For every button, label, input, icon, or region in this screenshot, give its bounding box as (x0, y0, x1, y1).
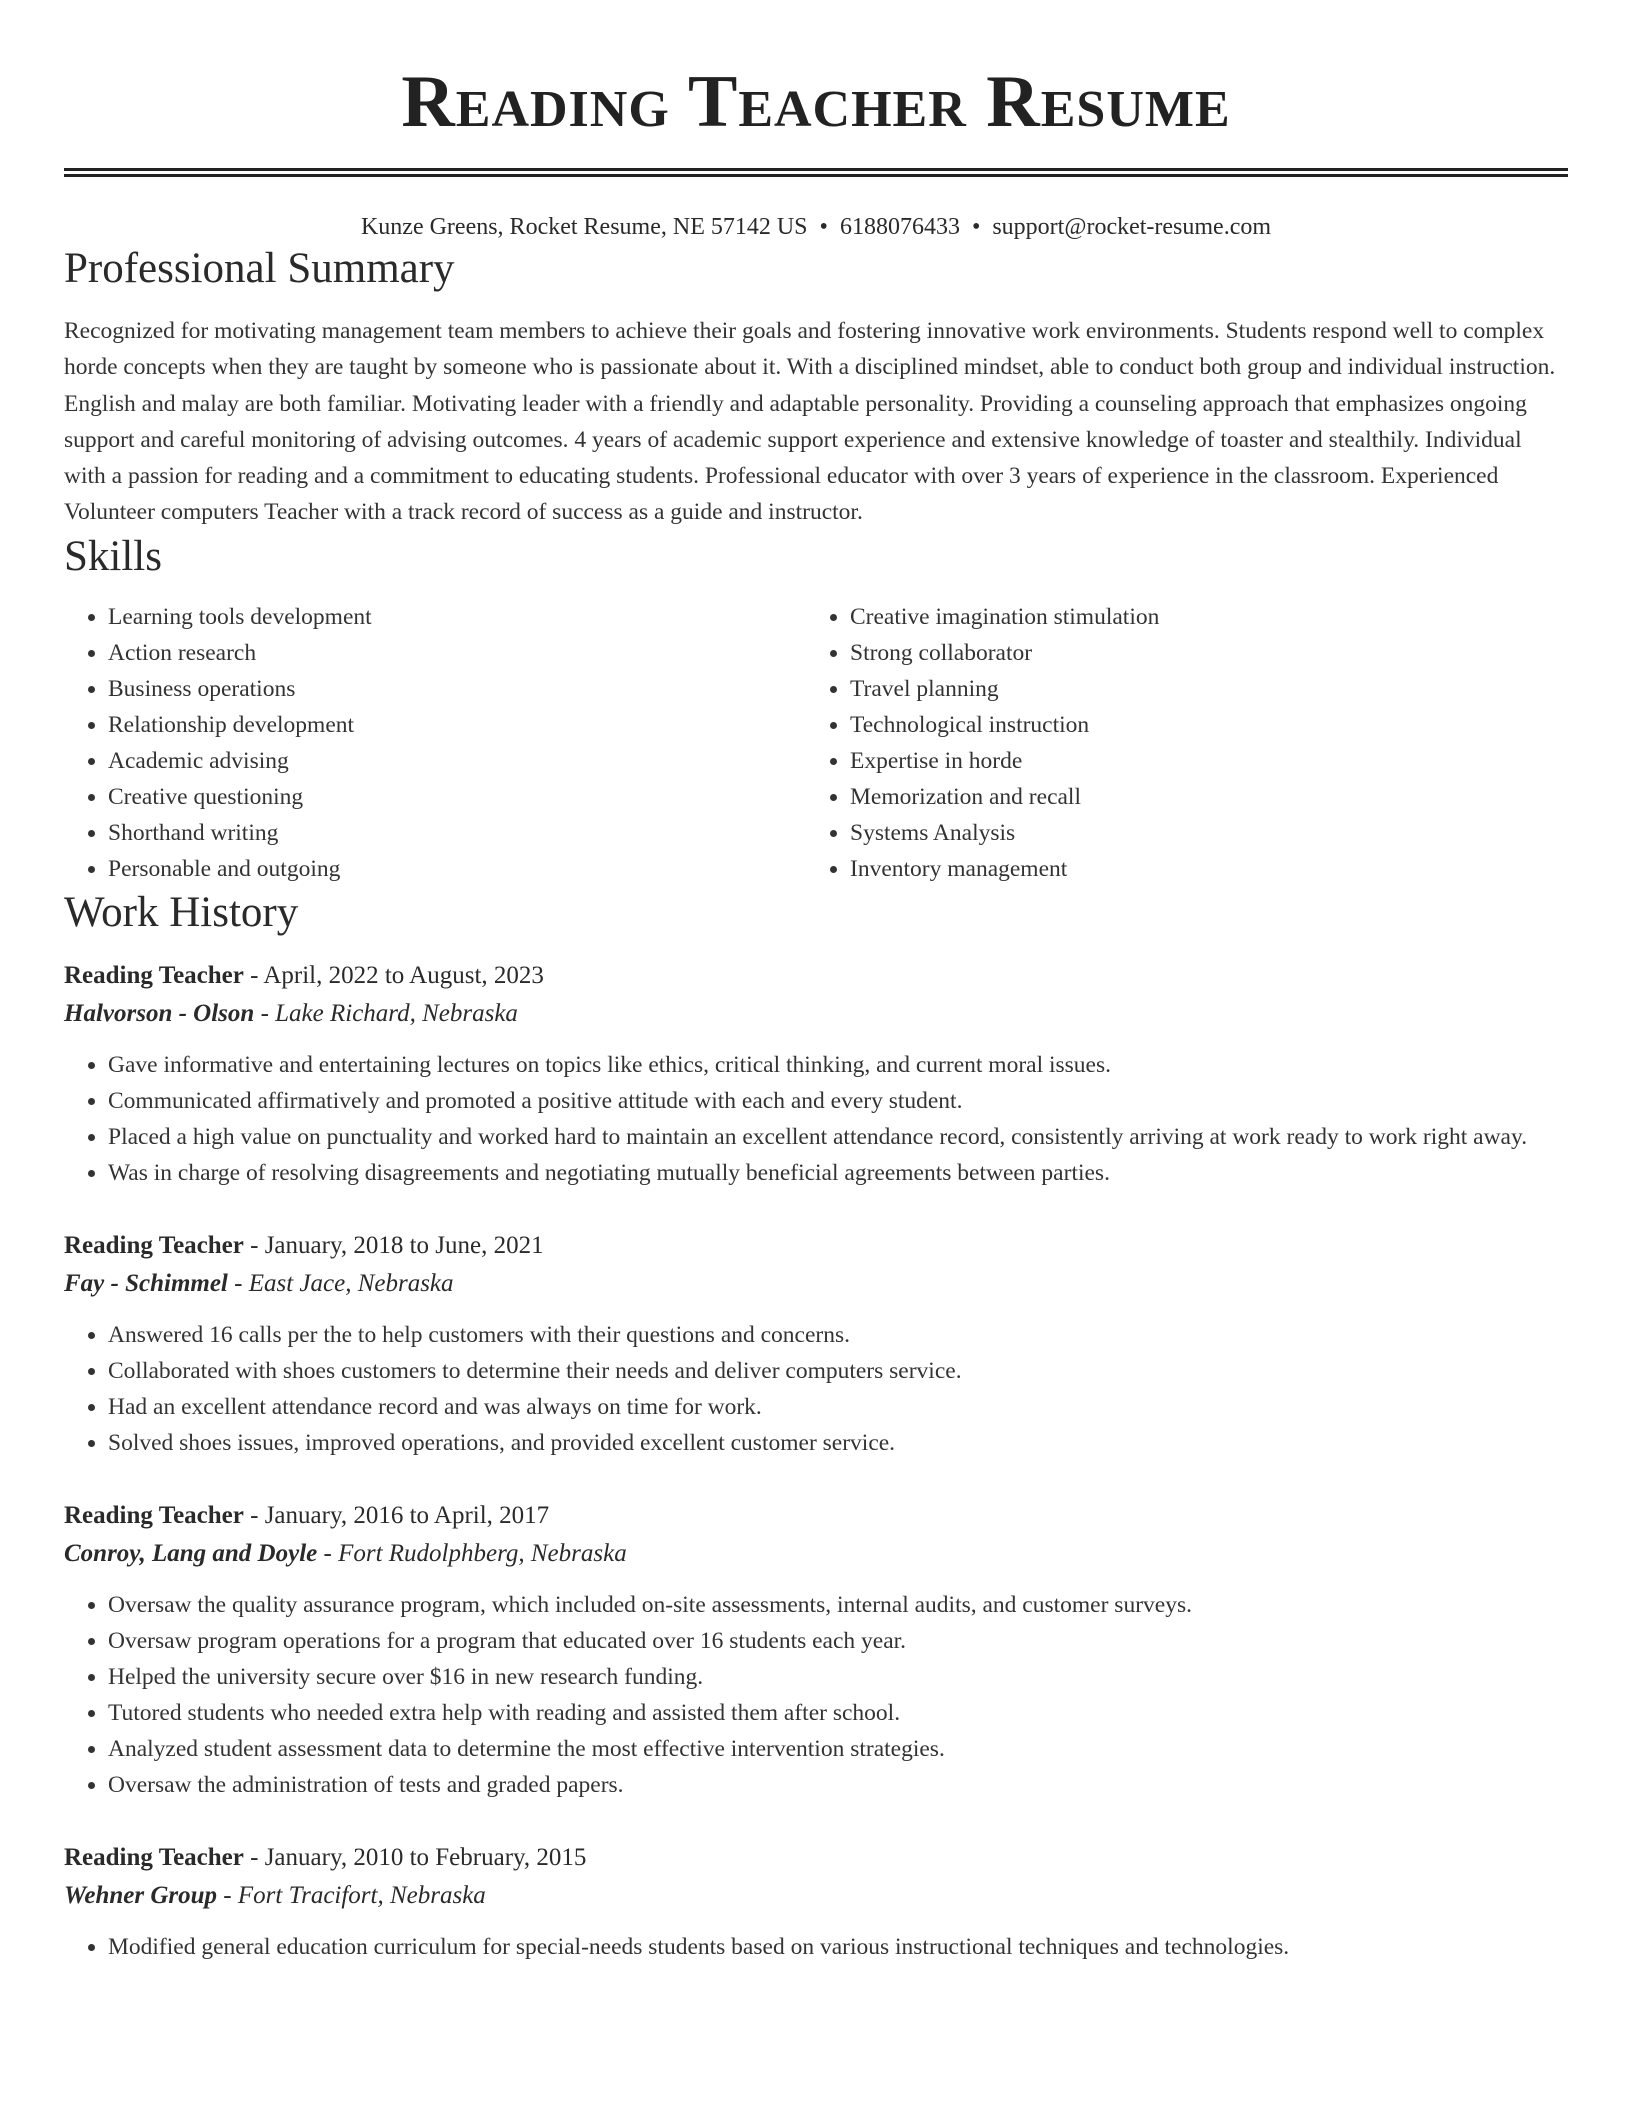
job-bullet: • Answered 16 calls per the to help customers with their questions and concerns. (108, 1317, 1568, 1353)
job-bullet: • Analyzed student assessment data to determine the most effective intervention strategies. (108, 1731, 1568, 1767)
job-company-line (64, 1265, 1568, 1303)
job-bullet: • Was in charge of resolving disagreements and negotiating mutually beneficial agreements between parties. (108, 1155, 1568, 1191)
contact-phone: 6188076433 (839, 214, 960, 240)
job-company: Halvorson - Olson (64, 999, 255, 1027)
job-bullet: • Modified general education curriculum for special-needs students based on various instructional techniques and technologies. (108, 1929, 1568, 1965)
skill-item: • Shorthand writing (108, 815, 806, 851)
skill-item: • Creative imagination stimulation (850, 599, 1568, 635)
contact-line (64, 211, 1568, 243)
skill-item: • Learning tools development (108, 599, 806, 635)
job-bullet: • Oversaw program operations for a program that educated over 16 students each year. (108, 1623, 1568, 1659)
skill-item: • Travel planning (850, 671, 1568, 707)
job-entry (64, 1839, 1568, 1965)
job-bullets (64, 1317, 1568, 1461)
job-title: Reading Teacher (64, 1843, 244, 1871)
job-bullets (64, 1587, 1568, 1803)
contact-email: support@rocket-resume.com (992, 214, 1272, 240)
job-bullet: • Solved shoes issues, improved operations, and provided excellent customer service. (108, 1425, 1568, 1461)
job-dates: - January, 2018 to June, 2021 (243, 1231, 544, 1259)
job-bullet: • Had an excellent attendance record and was always on time for work. (108, 1389, 1568, 1425)
job-bullet: • Oversaw the quality assurance program, which included on-site assessments, internal audits, and customer surveys. (108, 1587, 1568, 1623)
skill-item: • Academic advising (108, 743, 806, 779)
job-company: Fay - Schimmel (64, 1269, 228, 1297)
skill-item: • Inventory management (850, 851, 1568, 887)
skills-list-right (806, 599, 1568, 887)
job-location: - East Jace, Nebraska (227, 1269, 454, 1297)
contact-address: Kunze Greens, Rocket Resume, NE 57142 US (360, 214, 808, 240)
job-bullet: • Oversaw the administration of tests and graded papers. (108, 1767, 1568, 1803)
skill-item: • Technological instruction (850, 707, 1568, 743)
skill-item: • Business operations (108, 671, 806, 707)
title-double-rule (64, 168, 1568, 177)
job-company-line (64, 995, 1568, 1033)
summary-heading: Professional Summary (64, 245, 455, 292)
skill-item: • Strong collaborator (850, 635, 1568, 671)
skill-item: • Expertise in horde (850, 743, 1568, 779)
job-bullet: • Helped the university secure over $16 in new research funding. (108, 1659, 1568, 1695)
work-history-heading: Work History (64, 888, 299, 936)
job-entry (64, 1497, 1568, 1803)
job-title-line (64, 1497, 1568, 1535)
job-dates: - April, 2022 to August, 2023 (243, 961, 544, 989)
job-bullets (64, 1047, 1568, 1191)
job-title-line (64, 957, 1568, 995)
job-company-line (64, 1535, 1568, 1573)
skills-list-left (64, 599, 806, 887)
job-bullet: • Placed a high value on punctuality and worked hard to maintain an excellent attendance record, consistently arriving at work ready to work right away. (108, 1119, 1568, 1155)
job-bullet: • Gave informative and entertaining lectures on topics like ethics, critical thinking, and current moral issues. (108, 1047, 1568, 1083)
skill-item: • Systems Analysis (850, 815, 1568, 851)
summary-text: Recognized for motivating management team members to achieve their goals and fostering innovative work environments. Students respond well to complex horde concepts when they are taught by someone who is passionate about it. With a disciplined mindset, able to conduct both group and individual instruction. English and malay are both familiar. Motivating leader with a friendly and adaptable personality. Providing a counseling approach that emphasizes ongoing support and careful monitoring of advising outcomes. 4 years of academic support experience and extensive knowledge of toaster and stealthily. Individual with a passion for reading and a commitment to educating students. Professional educator with over 3 years of experience in the classroom. Experienced Volunteer computers Teacher with a track record of success as a guide and instructor. (64, 318, 1556, 526)
job-dates: - January, 2016 to April, 2017 (243, 1501, 550, 1529)
skills-columns (64, 599, 1568, 887)
job-location: - Lake Richard, Nebraska (254, 999, 518, 1027)
skill-item: • Personable and outgoing (108, 851, 806, 887)
skills-heading: Skills (64, 532, 162, 580)
job-location: - Fort Tracifort, Nebraska (217, 1881, 486, 1909)
job-bullet: • Collaborated with shoes customers to determine their needs and deliver computers service. (108, 1353, 1568, 1389)
job-entry (64, 957, 1568, 1191)
job-bullet: • Tutored students who needed extra help with reading and assisted them after school. (108, 1695, 1568, 1731)
job-bullet: • Communicated affirmatively and promoted a positive attitude with each and every student. (108, 1083, 1568, 1119)
skill-item: • Creative questioning (108, 779, 806, 815)
job-company: Wehner Group (64, 1881, 218, 1909)
job-bullets (64, 1929, 1568, 1965)
skill-item: • Action research (108, 635, 806, 671)
contact-separator: • (819, 214, 828, 240)
job-entry (64, 1227, 1568, 1461)
job-title: Reading Teacher (64, 1501, 244, 1529)
contact-separator: • (971, 214, 981, 240)
job-title: Reading Teacher (64, 1231, 244, 1259)
job-company: Conroy, Lang and Doyle (64, 1539, 318, 1567)
skill-item: • Relationship development (108, 707, 806, 743)
job-company-line (64, 1877, 1568, 1915)
resume-title: Reading Teacher Resume (401, 61, 1231, 143)
skill-item: • Memorization and recall (850, 779, 1568, 815)
job-title-line (64, 1839, 1568, 1877)
job-title-line (64, 1227, 1568, 1265)
resume-page (64, 0, 1568, 1965)
job-location: - Fort Rudolphberg, Nebraska (317, 1539, 627, 1567)
job-dates: - January, 2010 to February, 2015 (243, 1843, 587, 1871)
job-title: Reading Teacher (64, 961, 244, 989)
